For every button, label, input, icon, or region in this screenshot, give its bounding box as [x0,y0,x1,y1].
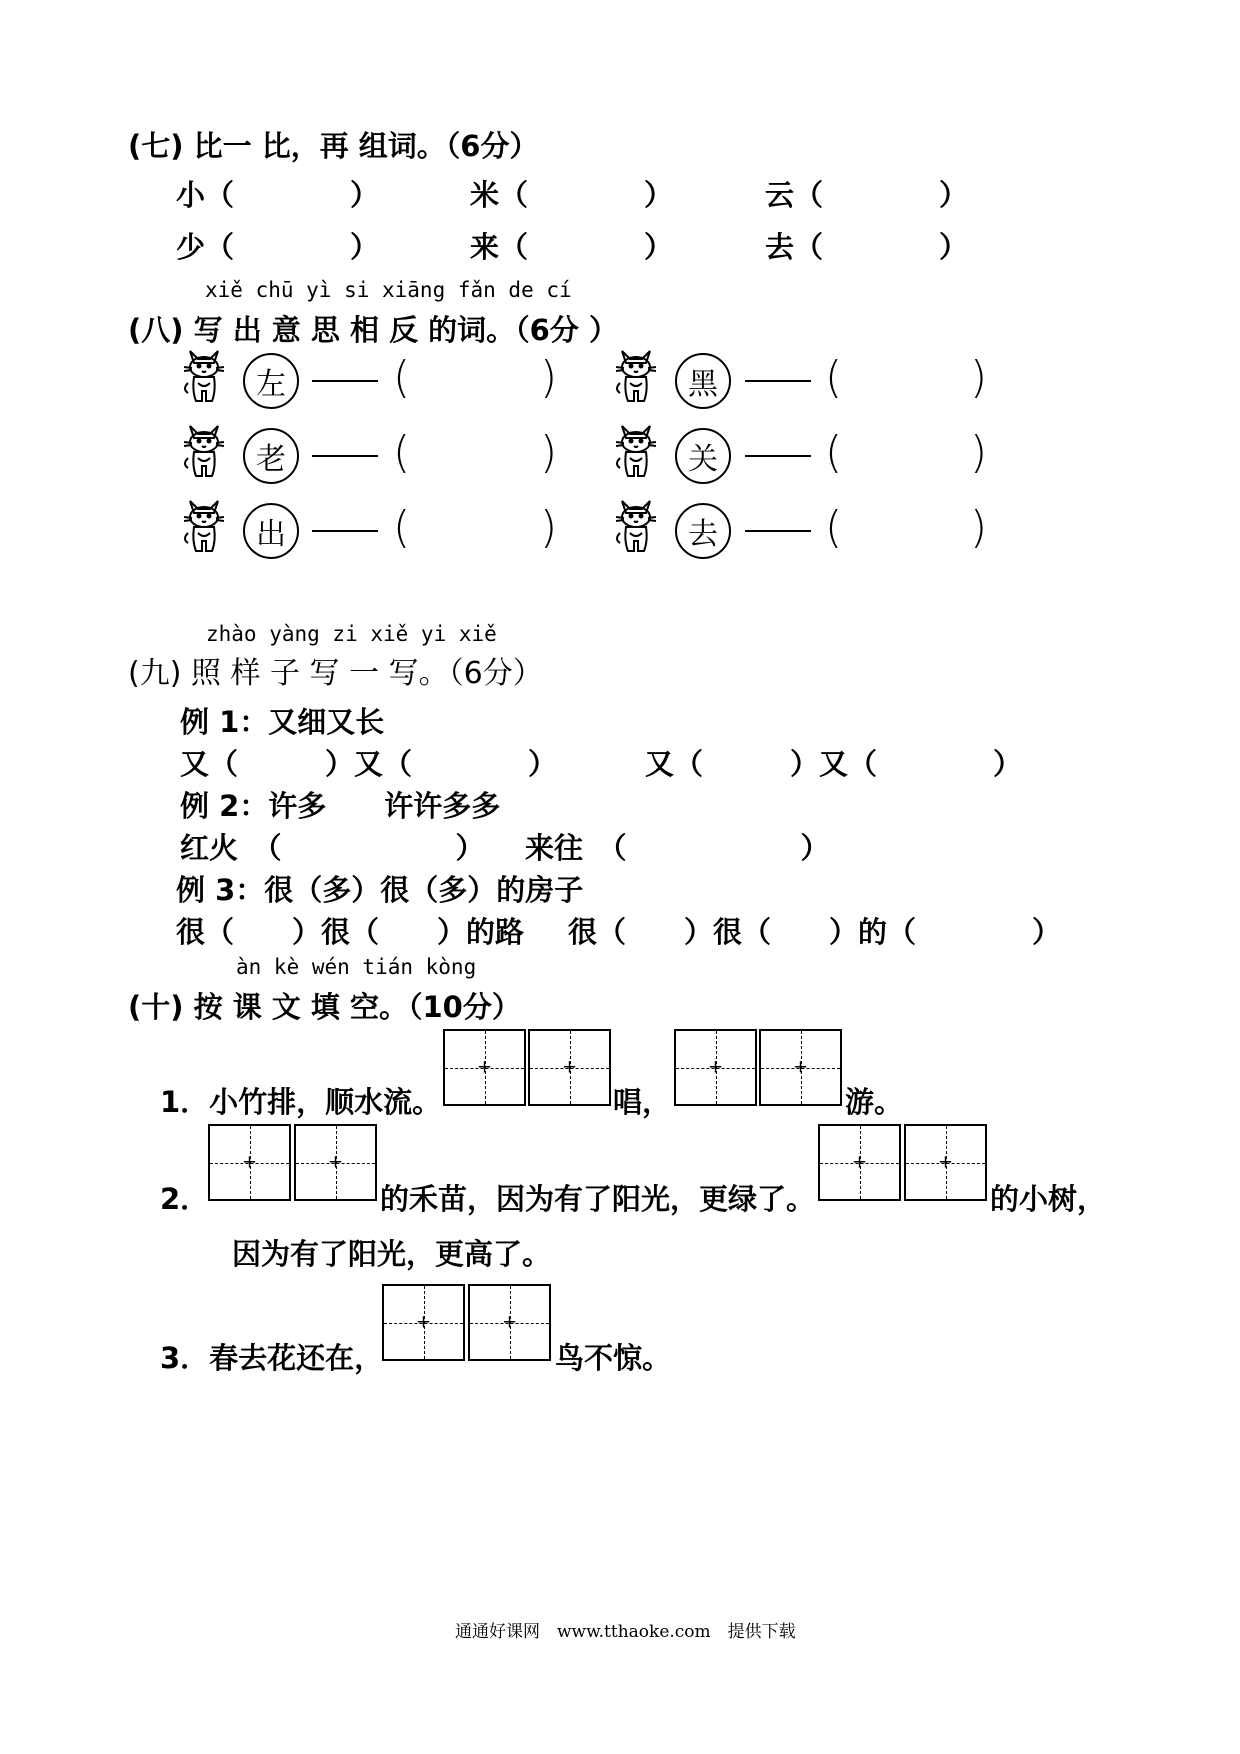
q9-answer-line: 红火 （ ） [180,831,485,865]
answer-blank-right-paren: ) [970,352,988,403]
q7-title: (七) 比一 比，再 组词。（6分） [128,129,539,163]
antonym-char: 出 [243,503,299,559]
antonym-char: 去 [675,503,731,559]
tian-zi-ge-box[interactable]: + [443,1029,526,1106]
q10-title: (十) 按 课 文 填 空。（10分） [128,990,521,1024]
q10-text: 因为有了阳光，更高了。 [232,1237,552,1271]
q10-text: 唱， [613,1085,672,1119]
answer-blank-left-paren[interactable]: ( [393,502,411,553]
q7-item: 小（ ） [176,178,380,212]
antonym-char: 左 [243,353,299,409]
q9-answer-line: 很（ ）很（ ）的路 [176,915,525,949]
q8-title: (八) 写 出 意 思 相 反 的词。（6分 ） [128,313,618,347]
q9-example-1: 例 1：又细又长 [180,705,385,739]
dash-line [745,380,811,382]
dash-line [312,455,378,457]
q10-sentence-2-number: 2． [160,1182,210,1216]
q10-sentence-1: 1．小竹排，顺水流。 [160,1085,442,1119]
antonym-char: 关 [675,428,731,484]
q10-text: 鸟不惊。 [555,1341,672,1375]
answer-blank-left-paren[interactable]: ( [393,427,411,478]
q10-text: 游。 [845,1085,904,1119]
q10-text: 的禾苗，因为有了阳光，更绿了。 [380,1182,816,1216]
tian-zi-ge-box[interactable]: + [904,1124,987,1201]
antonym-char: 老 [243,428,299,484]
q10-sentence-3: 3．春去花还在， [160,1341,384,1375]
q9-example-3: 例 3：很（多）很（多）的房子 [176,873,584,907]
q9-title: (九) 照 样 子 写 一 写。（6分） [128,656,543,691]
cat-icon [180,420,228,486]
cat-icon [180,495,228,561]
q7-item: 少（ ） [176,230,380,264]
tian-zi-ge-box[interactable]: + [208,1124,291,1201]
tian-zi-ge-box[interactable]: + [528,1029,611,1106]
cat-icon [612,420,660,486]
tian-zi-ge-box[interactable]: + [818,1124,901,1201]
q7-item: 米（ ） [470,178,674,212]
q9-example-2: 例 2：许多 许许多多 [180,789,501,823]
q8-pinyin: xiě chū yì si xiāng fǎn de cí [205,278,572,302]
answer-blank-right-paren: ) [970,427,988,478]
dash-line [745,455,811,457]
cat-icon [612,345,660,411]
answer-blank-right-paren: ) [540,502,558,553]
dash-line [312,530,378,532]
q7-item: 来（ ） [470,230,674,264]
antonym-char: 黑 [675,353,731,409]
dash-line [745,530,811,532]
tian-zi-ge-box[interactable]: + [468,1284,551,1361]
answer-blank-left-paren[interactable]: ( [825,352,843,403]
dash-line [312,380,378,382]
q9-answer-line: 很（ ）很（ ）的（ ） [568,915,1062,949]
q9-answer-line: 又（ ）又（ ） [180,747,558,781]
answer-blank-right-paren: ) [540,352,558,403]
answer-blank-right-paren: ) [970,502,988,553]
answer-blank-left-paren[interactable]: ( [825,502,843,553]
q10-pinyin: àn kè wén tián kòng [236,955,477,979]
tian-zi-ge-box[interactable]: + [294,1124,377,1201]
q7-item: 去（ ） [765,230,969,264]
tian-zi-ge-box[interactable]: + [382,1284,465,1361]
q7-item: 云（ ） [765,178,969,212]
q9-pinyin: zhào yàng zi xiě yi xiě [206,622,497,646]
q9-answer-line: 来往 （ ） [525,831,830,865]
q9-answer-line: 又（ ）又（ ） [645,747,1023,781]
answer-blank-left-paren[interactable]: ( [825,427,843,478]
q10-text: 的小树， [990,1182,1107,1216]
tian-zi-ge-box[interactable]: + [674,1029,757,1106]
cat-icon [180,345,228,411]
answer-blank-left-paren[interactable]: ( [393,352,411,403]
footer: 通通好课网 www.tthaoke.com 提供下载 [455,1622,796,1642]
tian-zi-ge-box[interactable]: + [759,1029,842,1106]
answer-blank-right-paren: ) [540,427,558,478]
cat-icon [612,495,660,561]
